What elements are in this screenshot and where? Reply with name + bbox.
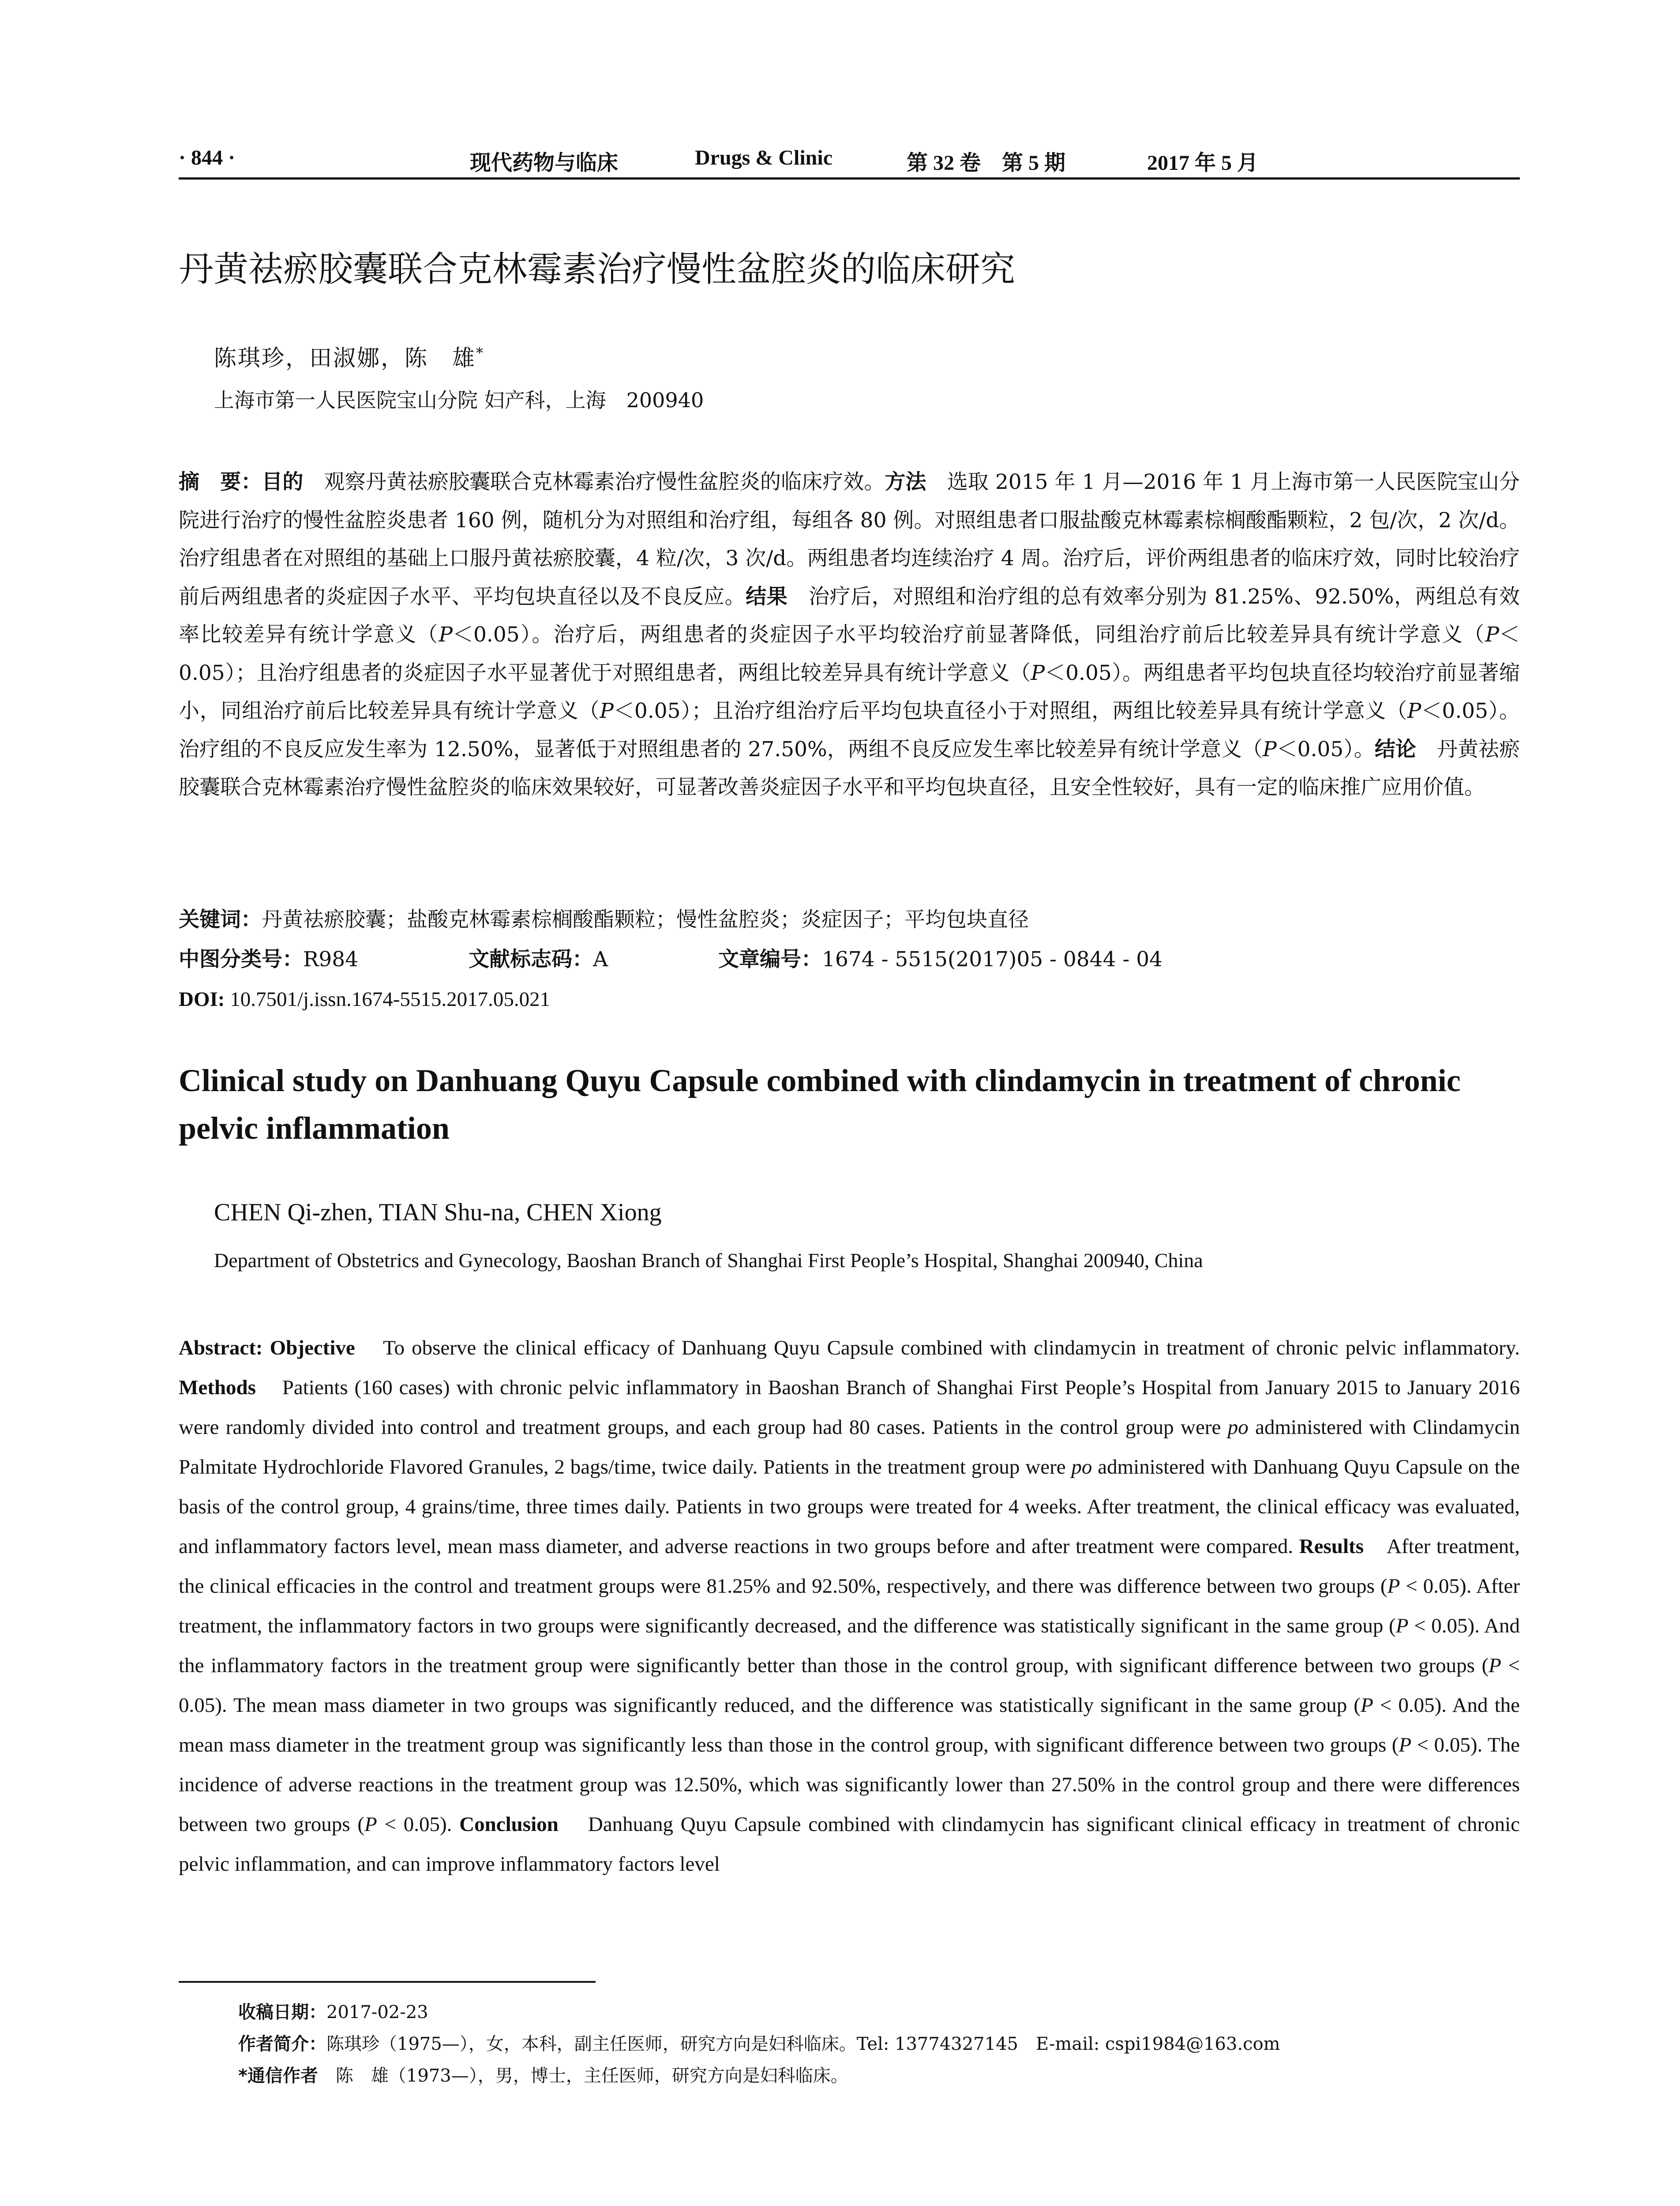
- methods-label-en: Methods: [179, 1376, 256, 1399]
- journal-name-cn: 现代药物与临床: [470, 151, 619, 175]
- results-text-en: < 0.05). The incidence of adverse reactions in the treatment group was 12.50%, which was significantly lower than 27.50% in the control group and there were differences between two groups (: [179, 1733, 1520, 1836]
- p-value-symbol: P: [1360, 1694, 1373, 1717]
- article-title-cn: 丹黄祛瘀胶囊联合克林霉素治疗慢性盆腔炎的临床研究: [179, 249, 1015, 289]
- objective-label-en: Objective: [270, 1336, 355, 1359]
- doc-code-label: 文献标志码：: [469, 947, 593, 972]
- p-value-symbol: P: [600, 699, 614, 723]
- methods-text-en: administered with Danhuang Quyu Capsule on the basis of the control group, 4 grains/time, three times daily. Patients in two groups were treated for 4 weeks. After treatment, the clinical efficacy was evaluated, and inflammatory factors level, mean mass diameter, and adverse reactions in two groups before and after treatment were compared.: [179, 1456, 1520, 1558]
- p-value-symbol: P: [1399, 1733, 1412, 1756]
- results-text-cn: ＜0.05）。治疗组的不良反应发生率为 12.50%，显著低于对照组患者的 27.50%，两组不良反应发生率比较差异有统计学意义（: [179, 699, 1520, 762]
- results-text-cn: ＜0.05）。: [1276, 737, 1375, 762]
- objective-text-en: To observe the clinical efficacy of Danhuang Quyu Capsule combined with clindamycin in treatment of chronic pelvic inflammatory.: [383, 1336, 1520, 1359]
- po-abbrev: po: [1227, 1416, 1249, 1439]
- authors-en: CHEN Qi-zhen, TIAN Shu-na, CHEN Xiong: [214, 1199, 662, 1226]
- p-value-symbol: P: [439, 623, 453, 647]
- footnote-divider: [179, 1981, 596, 1983]
- results-text-cn: ＜0.05）。治疗后，两组患者的炎症因子水平均较治疗前显著降低，同组治疗前后比较差异具有统计学意义（: [453, 623, 1485, 647]
- objective-text-cn: 观察丹黄祛瘀胶囊联合克林霉素治疗慢性盆腔炎的临床疗效。: [324, 470, 885, 494]
- methods-label-cn: 方法: [885, 470, 926, 494]
- corr-text: 陈 雄（1973—），男，博士，主任医师，研究方向是妇科临床。: [318, 2066, 848, 2086]
- received-value: 2017-02-23: [326, 2002, 428, 2022]
- results-text-en: After treatment, the clinical efficacies in the control and treatment groups were 81.25% and 92.50%, respectively, and there was difference between two groups (: [179, 1535, 1520, 1598]
- conclusion-label-cn: 结论: [1374, 737, 1416, 762]
- article-no-value: 1674 - 5515(2017)05 - 0844 - 04: [822, 947, 1163, 972]
- doi-label: DOI:: [179, 988, 225, 1011]
- corr-label: *通信作者: [238, 2066, 318, 2086]
- p-value-symbol: P: [1489, 1654, 1501, 1677]
- bio-text: 陈琪珍（1975—），女，本科，副主任医师，研究方向是妇科临床。Tel: 13774327145 E-mail: cspi1984@163.com: [326, 2034, 1280, 2054]
- author-names-cn: 陈琪珍，田淑娜，陈 雄: [214, 345, 476, 371]
- conclusion-label-en: Conclusion: [459, 1813, 559, 1836]
- po-abbrev: po: [1071, 1456, 1092, 1478]
- keywords-text-cn: 丹黄祛瘀胶囊；盐酸克林霉素棕榈酸酯颗粒；慢性盆腔炎；炎症因子；平均包块直径: [262, 908, 1029, 932]
- author-bio: [238, 2028, 1518, 2060]
- p-value-symbol: P: [364, 1813, 377, 1836]
- affiliation-en: Department of Obstetrics and Gynecology, Baoshan Branch of Shanghai First People’s Hospital, Shanghai 200940, China: [214, 1249, 1203, 1272]
- results-text-cn: ＜0.05）。两组患者平均包块直径均较治疗前显著缩小，同组治疗前后比较差异具有统计学意义（: [179, 660, 1520, 723]
- clc-label: 中图分类号：: [179, 947, 303, 972]
- methods-text-en: Patients (160 cases) with chronic pelvic inflammatory in Baoshan Branch of Shanghai First People’s Hospital from January 2015 to January 2016 were randomly divided into control and treatment groups, and each group had 80 cases. Patients in the control group were: [179, 1376, 1520, 1439]
- keywords-label-cn: 关键词：: [179, 908, 262, 932]
- results-text-en: < 0.05). After treatment, the inflammatory factors in two groups were significantly decreased, and the difference was statistically significant in the same group (: [179, 1575, 1520, 1637]
- running-header: [179, 140, 1520, 180]
- volume-issue: 第 32 卷 第 5 期: [907, 151, 1066, 175]
- corresponding-author: [238, 2060, 1518, 2092]
- authors-cn: [214, 338, 484, 374]
- abstract-en: [179, 1328, 1520, 1884]
- results-text-en: < 0.05). And the mean mass diameter in the treatment group was significantly less than those in the control group, with significant difference between two groups (: [179, 1694, 1520, 1756]
- results-text-en: < 0.05). The mean mass diameter in two groups was significantly reduced, and the difference was statistically significant in the same group (: [179, 1654, 1520, 1717]
- page-number: · 844 ·: [179, 146, 236, 169]
- bio-label: 作者简介：: [238, 2034, 326, 2054]
- results-label-en: Results: [1299, 1535, 1364, 1558]
- doi-value: 10.7501/j.issn.1674-5515.2017.05.021: [230, 988, 551, 1011]
- article-no-label: 文章编号：: [718, 947, 822, 972]
- methods-text-cn: 选取 2015 年 1 月—2016 年 1 月上海市第一人民医院宝山分院进行治疗的慢性盆腔炎患者 160 例，随机分为对照组和治疗组，每组各 80 例。对照组患者口服盐酸克林霉素棕榈酸酯颗粒，2 包/次，2 次/d。治疗组患者在对照组的基础上口服丹黄祛瘀胶囊，4 粒/次，3 次/d。两组患者均连续治疗 4 周。治疗后，评价两组患者的临床疗效，同时比较治疗前后两组患者的炎症因子水平、平均包块直径以及不良反应。: [179, 470, 1520, 609]
- abstract-cn: [179, 463, 1520, 807]
- p-value-symbol: P: [1031, 660, 1045, 685]
- objective-label-cn: 目的: [262, 470, 304, 494]
- results-text-cn: 治疗后，对照组和治疗组的总有效率分别为 81.25%、92.50%，两组总有效率比较差异有统计学意义（: [179, 584, 1520, 647]
- p-value-symbol: P: [1395, 1614, 1409, 1637]
- abstract-label-cn: 摘 要：: [179, 470, 262, 494]
- doi-line: [179, 984, 1520, 1015]
- journal-name-en: Drugs & Clinic: [695, 146, 832, 169]
- conclusion-text-en: Danhuang Quyu Capsule combined with clindamycin has significant clinical efficacy in treatment of chronic pelvic inflammation, and can improve inflammatory factors level: [179, 1813, 1520, 1876]
- clc-value: R984: [303, 947, 359, 972]
- issue-date: 2017 年 5 月: [1147, 151, 1259, 175]
- footnotes: [238, 1996, 1518, 2092]
- corresponding-mark: *: [476, 345, 485, 361]
- affiliation-cn: 上海市第一人民医院宝山分院 妇产科，上海 200940: [214, 388, 704, 412]
- results-text-cn: ＜0.05）；且治疗组患者的炎症因子水平显著优于对照组患者，两组比较差异具有统计学意义（: [179, 623, 1520, 685]
- p-value-symbol: P: [1485, 623, 1500, 647]
- p-value-symbol: P: [1263, 737, 1277, 762]
- results-label-cn: 结果: [746, 584, 788, 609]
- received-date: [238, 1996, 1518, 2028]
- doc-code-value: A: [593, 947, 608, 972]
- p-value-symbol: P: [1407, 699, 1421, 723]
- methods-text-en: administered with Clindamycin Palmitate Hydrochloride Flavored Granules, 2 bags/time, twice daily. Patients in the treatment group were: [179, 1416, 1520, 1478]
- keywords-cn: [179, 904, 1520, 935]
- abstract-label-en: Abstract:: [179, 1336, 263, 1359]
- results-text-cn: ＜0.05）；且治疗组治疗后平均包块直径小于对照组，两组比较差异具有统计学意义（: [613, 699, 1407, 723]
- classification-line: [179, 944, 1520, 975]
- results-text-en: < 0.05). And the inflammatory factors in the treatment group were significantly better than those in the control group, with significant difference between two groups (: [179, 1614, 1520, 1677]
- p-value-symbol: P: [1387, 1575, 1400, 1598]
- conclusion-text-cn: 丹黄祛瘀胶囊联合克林霉素治疗慢性盆腔炎的临床效果较好，可显著改善炎症因子水平和平均包块直径，且安全性较好，具有一定的临床推广应用价值。: [179, 737, 1520, 799]
- results-text-en: < 0.05).: [377, 1813, 452, 1836]
- received-label: 收稿日期：: [238, 2002, 326, 2022]
- article-title-en: Clinical study on Danhuang Quyu Capsule combined with clindamycin in treatment of chronic pelvic inflammation: [179, 1063, 1461, 1146]
